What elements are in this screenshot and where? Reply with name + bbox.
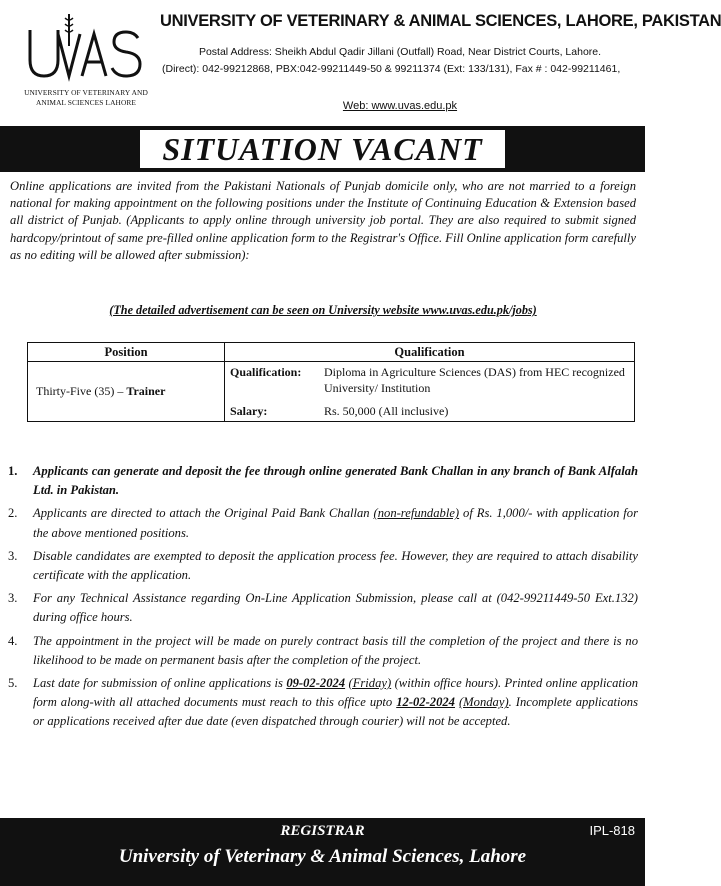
- item-text: For any Technical Assistance regarding On-Line Application Submission, please call at (042-99211449-50 Ext.132) during office hours.: [33, 591, 638, 625]
- item-text: Applicants are directed to attach the Original Paid Bank Challan: [33, 506, 374, 521]
- item-number: 3.: [8, 548, 18, 563]
- last-date: 09-02-2024: [286, 676, 346, 691]
- position-count: Thirty-Five (35) –: [36, 384, 127, 398]
- instructions-list: [8, 462, 638, 736]
- list-item: [8, 632, 638, 670]
- list-item: [8, 674, 638, 732]
- item-number: 5.: [8, 676, 18, 691]
- footer: [0, 818, 645, 886]
- registrar-label: REGISTRAR: [280, 823, 365, 839]
- website-link[interactable]: Web: www.uvas.edu.pk: [342, 100, 458, 112]
- banner-title: SITUATION VACANT: [140, 130, 504, 168]
- header: [0, 0, 721, 126]
- footer-university-name: University of Veterinary & Animal Sciences, Lahore: [118, 846, 527, 867]
- list-item: [8, 589, 638, 627]
- list-item: [8, 504, 638, 542]
- header-qualification: Qualification: [225, 343, 635, 362]
- item-text: of Rs. 1,000/- with application for the above mentioned positions.: [33, 506, 638, 540]
- table-row: [28, 362, 635, 422]
- item-number: 2.: [8, 506, 18, 521]
- item-number: 3.: [8, 591, 18, 606]
- detail-notice: [10, 303, 636, 318]
- table-header-row: [28, 343, 635, 362]
- item-text: Last date for submission of online applications is: [33, 676, 287, 691]
- university-title: UNIVERSITY OF VETERINARY & ANIMAL SCIENCES, LAHORE, PAKISTAN: [160, 12, 721, 30]
- detail-notice-text[interactable]: (The detailed advertisement can be seen on University website www.uvas.edu.pk/jobs): [109, 303, 537, 317]
- last-date-day: (Friday): [348, 676, 392, 691]
- list-item: [8, 462, 638, 500]
- qualification-cell: [225, 362, 635, 422]
- salary-label: Salary:: [230, 404, 268, 418]
- item-number: 1.: [8, 464, 18, 478]
- hardcopy-date-day: (Monday): [458, 695, 509, 710]
- postal-address: Postal Address: Sheikh Abdul Qadir Jillani (Outfall) Road, Near District Courts, Lahore.: [198, 46, 602, 58]
- list-item: [8, 547, 638, 585]
- uvas-logo: [20, 6, 152, 116]
- position-title: Trainer: [126, 384, 166, 398]
- item-text: Applicants can generate and deposit the fee through online generated Bank Challan in any branch of Bank Alfalah Ltd. in Pakistan.: [33, 464, 638, 498]
- position-cell: [28, 362, 225, 422]
- uvas-logo-icon: [26, 12, 144, 82]
- salary-value: Rs. 50,000 (All inclusive): [324, 404, 449, 418]
- item-text: The appointment in the project will be made on purely contract basis till the completion of the project and there is no likelihood to be made on permanent basis after the completion of the project.: [33, 633, 638, 667]
- item-text: . Incomplete applications or applications received after due date (even dispatched through courier) will not be accepted.: [33, 695, 638, 729]
- vacancy-table: [27, 342, 635, 422]
- contact-numbers: (Direct): 042-99212868, PBX:042-99211449-50 & 99211374 (Ext: 133/131), Fax # : 042-99211461,: [162, 63, 621, 75]
- item-text-underlined: (non-refundable): [373, 506, 460, 521]
- header-position: Position: [28, 343, 225, 362]
- qualification-label: Qualification:: [230, 365, 302, 379]
- item-text: Disable candidates are exempted to deposit the application process fee. However, they are required to attach disability certificate with the application.: [33, 548, 638, 583]
- item-number: 4.: [8, 633, 18, 648]
- title-banner: [0, 126, 645, 172]
- hardcopy-date: 12-02-2024: [396, 695, 455, 710]
- qualification-value: Diploma in Agriculture Sciences (DAS) from HEC recognized University/ Institution: [324, 365, 625, 395]
- logo-caption: UNIVERSITY OF VETERINARY AND ANIMAL SCIENCES LAHORE: [24, 88, 148, 107]
- qualification-details: [226, 363, 633, 420]
- ipl-code: IPL-818: [589, 823, 635, 838]
- item-text: (within office hours). Printed online application form along-with all attached documents must reach to this office upto: [33, 676, 638, 710]
- intro-paragraph: Online applications are invited from the Pakistani Nationals of Punjab domicile only, who are not married to a foreign national for making appointment on the following positions under the Institute of Continuing Education & Extension based all district of Punjab. (Applicants to apply online through university job portal. They are also required to submit signed hardcopy/printout of same pre-filled online application form to the Registrar's Office. Fill Online application form carefully as no editing will be allowed after submission):: [10, 179, 636, 262]
